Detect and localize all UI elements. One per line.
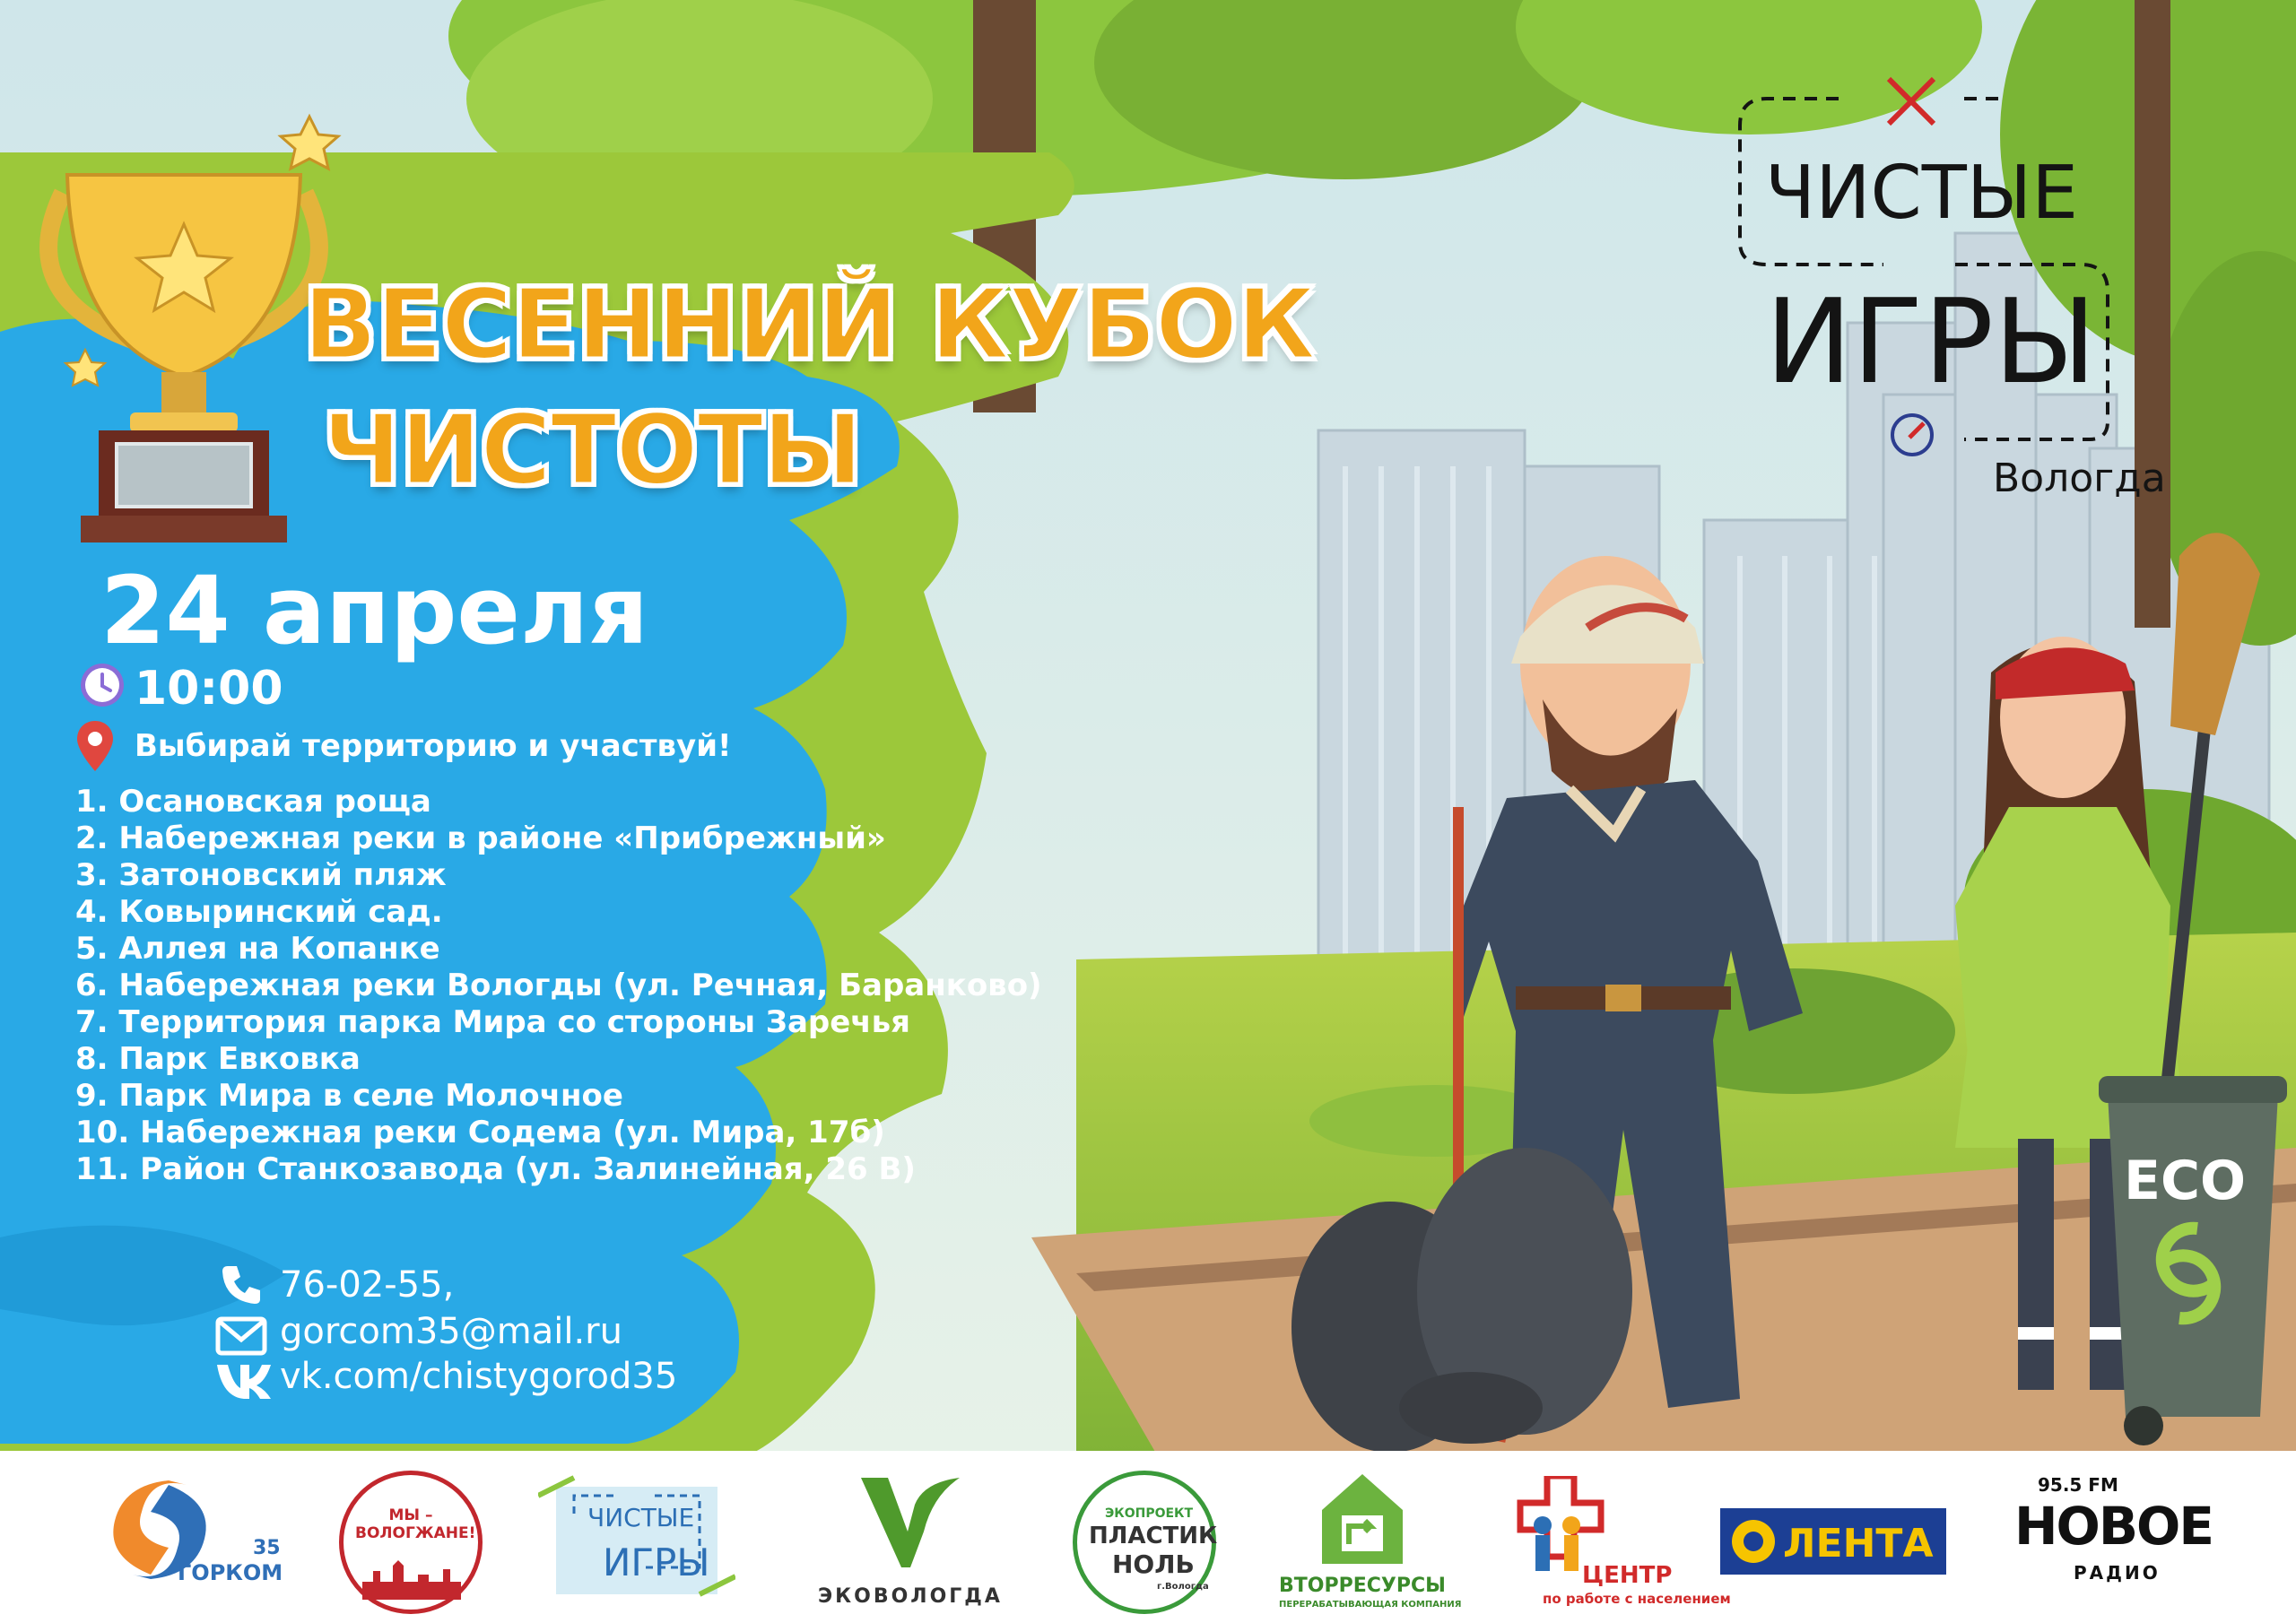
list-item: 6. Набережная реки Вологды (ул. Речная, Баранково) [75, 968, 1042, 1003]
clock-icon [79, 662, 126, 708]
location-pin-icon [77, 721, 113, 771]
ekovologda-logo-icon [861, 1478, 960, 1567]
vk-icon [215, 1361, 271, 1399]
list-item: 1. Осановская роща [75, 784, 431, 820]
list-item: 3. Затоновский пляж [75, 857, 447, 893]
gorkom-name: ГОРКОМ [178, 1560, 283, 1585]
locations-list [75, 784, 1042, 1188]
chistye-igry-line-2: ИГРЫ [603, 1541, 710, 1584]
list-item: 9. Парк Мира в селе Молочное [75, 1078, 623, 1114]
lenta-name: ЛЕНТА [1783, 1521, 1934, 1567]
novoe-radio-name: НОВОЕ [2014, 1496, 2213, 1557]
plastik-nol-line-2: НОЛЬ [1112, 1549, 1195, 1579]
email-icon [215, 1316, 267, 1356]
plastik-nol-top: ЭКОПРОЕКТ [1105, 1506, 1194, 1521]
compass-icon [1888, 411, 1936, 459]
sunflower-icon [1729, 1517, 1778, 1566]
eco-bin-illustration [2099, 1076, 2287, 1445]
vtorresursy-logo-icon [1322, 1474, 1403, 1564]
contact-email[interactable]: gorcom35@mail.ru [280, 1311, 622, 1352]
novoe-radio-sub: РАДИО [2074, 1562, 2161, 1584]
brand-title-line-1: ЧИСТЫЕ [1765, 151, 2079, 236]
ekovologda-name: ЭКОВОЛОГДА [818, 1585, 1003, 1608]
my-vologzhane-text: МЫ – ВОЛОГЖАНЕ! [355, 1506, 476, 1542]
event-time: 10:00 [135, 662, 283, 716]
event-title-line-2: ЧИСТОТЫ [323, 395, 862, 507]
centr-sub: по работе с населением [1543, 1591, 1731, 1607]
contact-phone: 76-02-55, [280, 1264, 455, 1306]
brand-title-line-2: ИГРЫ [1765, 273, 2097, 410]
list-item: 5. Аллея на Копанке [75, 931, 440, 967]
partners-footer [0, 1451, 2296, 1623]
list-item: 10. Набережная реки Содема (ул. Мира, 17б) [75, 1115, 885, 1150]
list-item: 11. Район Станкозавода (ул. Залинейная, 26 В) [75, 1151, 916, 1187]
eco-bin-label: ECO [2124, 1150, 2247, 1212]
vtorresursy-sub: ПЕРЕРАБАТЫВАЮЩАЯ КОМПАНИЯ [1279, 1600, 1462, 1610]
city-skyline-icon [362, 1560, 461, 1600]
chistye-igry-line-1: ЧИСТЫЕ [587, 1503, 695, 1532]
centr-logo-icon [1507, 1476, 1614, 1575]
plastik-nol-city: г.Вологда [1157, 1582, 1209, 1592]
event-title-line-1: ВЕСЕННИЙ КУБОК [303, 269, 1316, 381]
novoe-radio-freq: 95.5 FM [2038, 1474, 2118, 1496]
brand-city: Вологда [1993, 456, 2166, 501]
plastik-nol-line-1: ПЛАСТИК [1089, 1523, 1218, 1549]
list-item: 4. Ковыринский сад. [75, 894, 443, 930]
centr-name: ЦЕНТР [1582, 1562, 1673, 1589]
gorkom-number: 35 [253, 1537, 281, 1559]
contact-vk[interactable]: vk.com/chistygorod35 [280, 1356, 678, 1397]
vtorresursy-name: ВТОРРЕСУРСЫ [1279, 1575, 1446, 1597]
list-item: 8. Парк Евковка [75, 1041, 361, 1077]
event-date: 24 апреля [100, 556, 648, 665]
phone-icon [219, 1263, 264, 1307]
event-slogan: Выбирай территорию и участвуй! [135, 728, 732, 764]
list-item: 7. Территория парка Мира со стороны Заречья [75, 1004, 910, 1040]
list-item: 2. Набережная реки в районе «Прибрежный» [75, 820, 886, 856]
